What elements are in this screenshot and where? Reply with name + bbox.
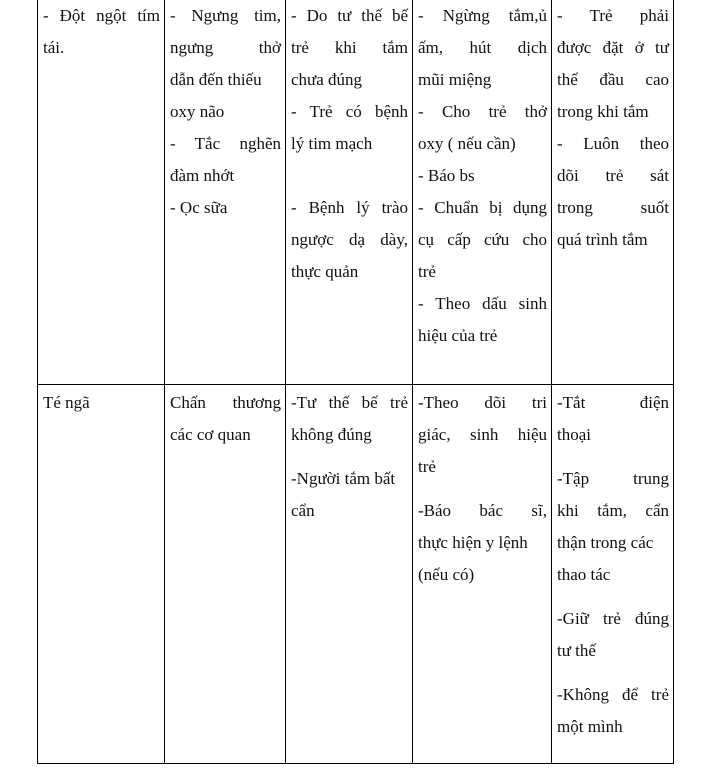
cell-line: cụ cấp cứu cho <box>418 230 547 249</box>
cell-line: thao tác <box>557 565 611 584</box>
cell-line: trong khi tắm <box>557 102 649 121</box>
cell-line: ngược dạ dày, <box>291 230 408 249</box>
cell-cause <box>165 385 286 764</box>
cell-line: - Bệnh lý trào <box>291 198 408 217</box>
cell-prevention <box>552 385 674 764</box>
cell-line: - Chuẩn bị dụng <box>418 198 547 217</box>
cell-gap <box>418 483 547 495</box>
cell-line: thoại <box>557 425 591 444</box>
cell-line: - Đột ngột tím <box>43 6 160 25</box>
cell-line: -Tắt điện <box>557 393 669 412</box>
cell-line: cẩn <box>291 501 315 520</box>
cell-line: -Giữ trẻ đúng <box>557 609 669 628</box>
cell-cause <box>165 0 286 385</box>
cell-line: - Ngưng tim, <box>170 6 281 25</box>
cell-line: thực quản <box>291 262 359 281</box>
cell-line: chưa đúng <box>291 70 363 89</box>
cell-line: tư thế <box>557 641 596 660</box>
cell-line: được đặt ở tư <box>557 38 669 57</box>
cell-line: - Trẻ có bệnh <box>291 102 408 121</box>
cell-line: ngưng thở <box>170 38 281 57</box>
cell-line: lý tim mạch <box>291 134 373 153</box>
cell-line: (nếu có) <box>418 565 475 584</box>
cell-line: trẻ <box>418 457 436 476</box>
cell-line: thận trong các <box>557 533 654 552</box>
cell-line: khi tắm, cẩn <box>557 501 669 520</box>
cell-factor <box>286 0 413 385</box>
cell-line: các cơ quan <box>170 425 251 444</box>
cell-line: trẻ khi tắm <box>291 38 408 57</box>
cell-line: ấm, hút dịch <box>418 38 547 57</box>
cell-gap <box>557 667 669 679</box>
cell-line: thực hiện y lệnh <box>418 533 528 552</box>
cell-gap <box>291 160 408 192</box>
cell-line: -Tập trung <box>557 469 669 488</box>
cell-line: một mình <box>557 717 623 736</box>
cell-line: -Tư thế bế trẻ <box>291 393 408 412</box>
cell-line: -Người tắm bất <box>291 469 396 488</box>
cell-line: -Theo dõi tri <box>418 393 547 412</box>
cell-factor <box>286 385 413 764</box>
table-row <box>38 0 674 385</box>
cell-line: oxy ( nếu cần) <box>418 134 516 153</box>
cell-line: - Ọc sữa <box>170 198 228 217</box>
cell-problem <box>38 385 165 764</box>
cell-line: Chấn thương <box>170 393 281 412</box>
cell-prevention <box>552 0 674 385</box>
cell-line: - Ngừng tắm,ủ <box>418 6 547 25</box>
cell-line: - Cho trẻ thở <box>418 102 547 121</box>
cell-line: hiệu của trẻ <box>418 326 498 345</box>
table-row <box>38 385 674 764</box>
cell-line: không đúng <box>291 425 372 444</box>
cell-line: trẻ <box>418 262 436 281</box>
cell-line: - Trẻ phải <box>557 6 669 25</box>
cell-line: Té ngã <box>43 393 90 412</box>
cell-line: - Do tư thế bế <box>291 6 408 25</box>
cell-line: - Báo bs <box>418 166 475 185</box>
cell-line: - Luôn theo <box>557 134 669 153</box>
cell-line: tái. <box>43 38 65 57</box>
cell-problem <box>38 0 165 385</box>
cell-gap <box>557 591 669 603</box>
cell-line: dẫn đến thiếu <box>170 70 262 89</box>
cell-line: -Báo bác sĩ, <box>418 501 547 520</box>
cell-line: giác, sinh hiệu <box>418 425 547 444</box>
cell-action <box>413 385 552 764</box>
cell-line: quá trình tắm <box>557 230 648 249</box>
cell-line: đàm nhớt <box>170 166 235 185</box>
cell-line: trong suốt <box>557 198 669 217</box>
cell-gap <box>557 451 669 463</box>
care-table <box>37 0 674 764</box>
cell-line: - Tắc nghẽn <box>170 134 281 153</box>
cell-line: thế đầu cao <box>557 70 669 89</box>
cell-line: dõi trẻ sát <box>557 166 669 185</box>
cell-line: -Không để trẻ <box>557 685 669 704</box>
cell-line: mũi miệng <box>418 70 492 89</box>
cell-action <box>413 0 552 385</box>
cell-line: oxy não <box>170 102 225 121</box>
cell-gap <box>291 451 408 463</box>
cell-line: - Theo dấu sinh <box>418 294 547 313</box>
